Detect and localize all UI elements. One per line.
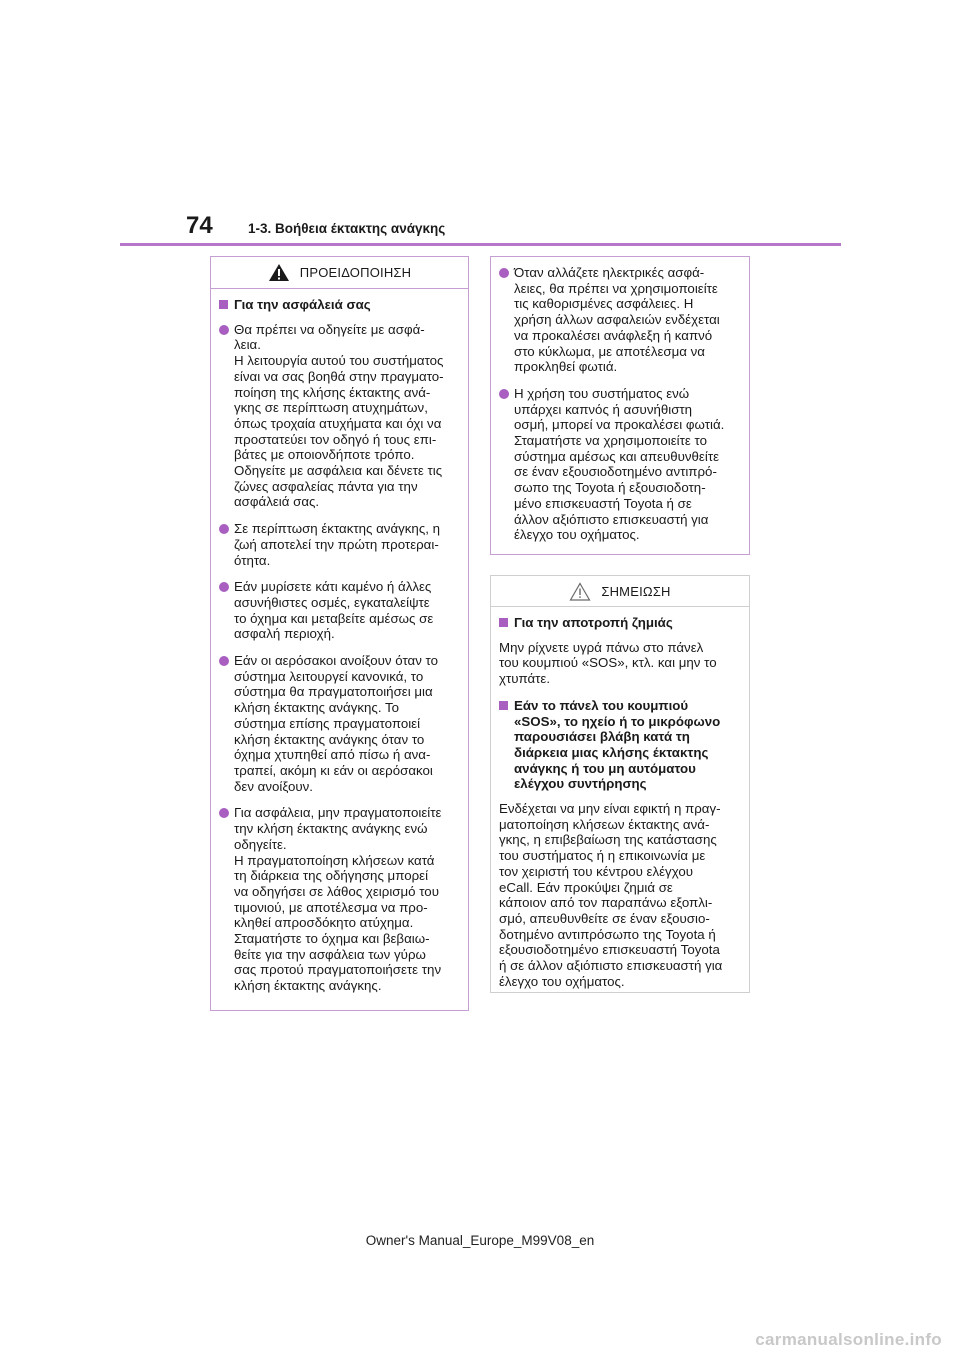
notice-box-body xyxy=(491,607,749,1008)
warning-bullet: Η χρήση του συστήματος ενώ υπάρχει καπνός ή ασυνήθιστη οσμή, μπορεί να προκαλέσει φωτιά. Σταματήστε να χρησιμοποιείτε το σύστημα αμέσως και απευθυνθείτε σε έναν εξουσιοδοτημένο αντιπρό- σωπο της Toyota ή εξουσιοδοτη- μένο επισκευαστή Toyota ή σε άλλον αξιόπιστο επισκευαστή για έλεγχο του οχήματος. xyxy=(499,386,741,543)
notice-box-title: ΣΗΜΕΙΩΣΗ xyxy=(601,583,671,599)
round-bullet-icon xyxy=(219,582,229,592)
notice-paragraph: Μην ρίχνετε υγρά πάνω στο πάνελ του κουμπιού «SOS», κτλ. και μην το χτυπάτε. xyxy=(499,639,717,687)
warning-bullet: Εάν οι αερόσακοι ανοίξουν όταν το σύστημα λειτουργεί κανονικά, το σύστημα θα πραγματοποιήσει μια κλήση έκτακτης ανάγκης. Το σύστημα επίσης πραγματοποιεί κλήση έκτακτης ανάγκης όταν το όχημα χτυπηθεί από πίσω ή ανα- τραπεί, ακόμη κι εάν οι αερόσακοι δεν ανοίξουν. xyxy=(219,653,460,794)
square-bullet-icon xyxy=(219,300,228,309)
round-bullet-icon xyxy=(499,268,509,278)
notice-paragraph: Ενδέχεται να μην είναι εφικτή η πραγ- ματοποίηση κλήσεων έκτακτης ανά- γκης, η επιβεβαίωση της κατάστασης του συστήματος ή η επικοινωνία με τον χειριστή του κέντρου ελέγχου eCall. Εάν προκύψει ζημιά σε κάποιον από τον παραπάνω εξοπλι- σμό, απευθυνθείτε σε έναν εξουσιο- δοτημένο αντιπρόσωπο της Toyota ή εξουσιοδοτημένο επισκευαστή Toyota ή σε άλλον αξιόπιστο επισκευαστή για έλεγχο του οχήματος. xyxy=(499,801,723,989)
warning-bullet: Για ασφάλεια, μην πραγματοποιείτε την κλήση έκτακτης ανάγκης ενώ οδηγείτε. Η πραγματοποίηση κλήσεων κατά τη διάρκεια της οδήγησης μπορεί να οδηγήσει σε λάθος χειρισμό του τιμονιού, με αποτέλεσμα να προ- κληθεί απροσδόκητο ατύχημα. Σταματήστε το όχημα και βεβαιω- θείτε για την ασφάλεια των γύρω σας προτού πραγματοποιήσετε την κλήση έκτακτης ανάγκης. xyxy=(219,805,460,993)
notice-subheading: Για την αποτροπή ζημιάς xyxy=(499,615,741,631)
page-number: 74 xyxy=(186,212,213,239)
warning-bullet: Όταν αλλάζετε ηλεκτρικές ασφά- λειες, θα πρέπει να χρησιμοποιείτε τις καθορισμένες ασφάλειες. Η χρήση άλλων ασφαλειών ενδέχεται να προκαλέσει ανάφλεξη ή καπνό στο κύκλωμα, με αποτέλεσμα να προκληθεί φωτιά. xyxy=(499,265,741,375)
header-rule xyxy=(120,243,841,246)
square-bullet-icon xyxy=(499,618,508,627)
round-bullet-icon xyxy=(499,389,509,399)
warning-triangle-icon xyxy=(268,263,290,282)
warning-subheading: Για την ασφάλειά σας xyxy=(219,297,460,313)
warning-box xyxy=(210,256,469,1011)
notice-box xyxy=(490,575,750,993)
square-bullet-icon xyxy=(499,701,508,710)
warning-box-title: ΠΡΟΕΙΔΟΠΟΙΗΣΗ xyxy=(299,265,412,280)
warning-box-continued xyxy=(490,256,750,555)
round-bullet-icon xyxy=(219,325,229,335)
warning-box-body xyxy=(211,289,468,1013)
section-title: 1-3. Βοήθεια έκτακτης ανάγκης xyxy=(248,221,446,236)
footer-text: Owner's Manual_Europe_M99V08_en xyxy=(365,1233,595,1248)
warning-continued-body xyxy=(491,257,749,562)
round-bullet-icon xyxy=(219,808,229,818)
warning-bullet: Εάν μυρίσετε κάτι καμένο ή άλλες ασυνήθιστες οσμές, εγκαταλείψτε το όχημα και μεταβείτε αμέσως σε ασφαλή περιοχή. xyxy=(219,579,460,642)
watermark: carmanualsonline.info xyxy=(755,1330,942,1349)
round-bullet-icon xyxy=(219,524,229,534)
warning-box-header xyxy=(211,257,468,289)
warning-bullet: Σε περίπτωση έκτακτης ανάγκης, η ζωή αποτελεί την πρώτη προτεραι- ότητα. xyxy=(219,521,460,568)
warning-bullet: Θα πρέπει να οδηγείτε με ασφά- λεια. Η λειτουργία αυτού του συστήματος είναι να σας βοηθά στην πραγματο- ποίηση της κλήσης έκτακτης ανά- γκης σε περίπτωση ατυχημάτων, όπως τροχαία ατυχήματα και όχι να προστατεύει τον οδηγό ή τους επι- βάτες με οποιονδήποτε τρόπο. Οδηγείτε με ασφάλεια και δένετε τις ζώνες ασφαλείας πάντα για την ασφάλειά σας. xyxy=(219,322,460,510)
round-bullet-icon xyxy=(219,656,229,666)
notice-box-header xyxy=(491,576,749,607)
caution-triangle-outline-icon xyxy=(569,582,591,601)
notice-subheading: Εάν το πάνελ του κουμπιού «SOS», το ηχείο ή το μικρόφωνο παρουσιάσει βλάβη κατά τη διάρκεια μιας κλήσης έκτακτης ανάγκης ή του μη αυτόματου ελέγχου συντήρησης xyxy=(499,698,741,792)
